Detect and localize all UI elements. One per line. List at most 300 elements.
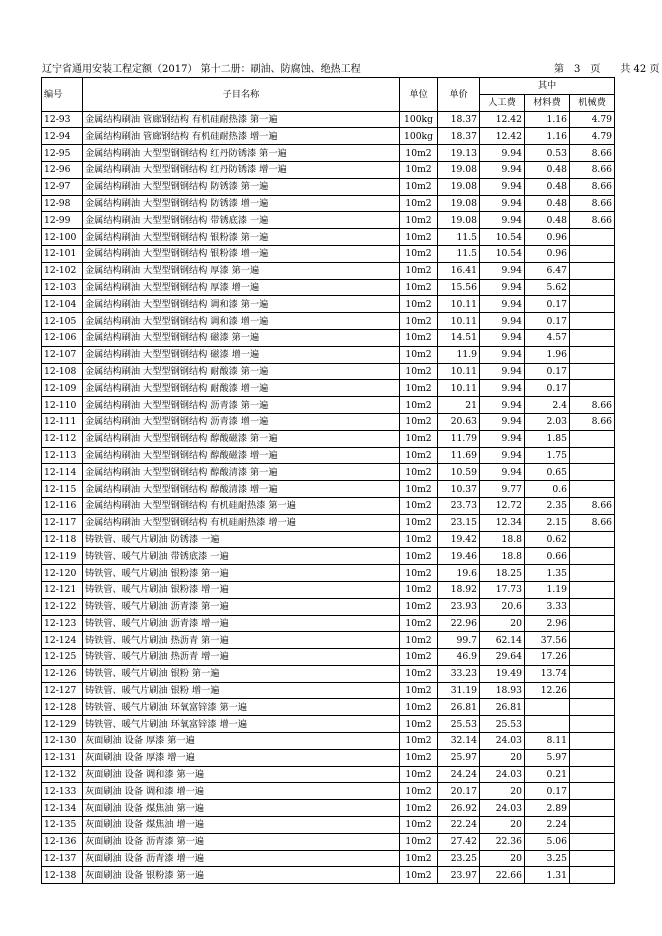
cell-material: 3.33: [525, 598, 570, 615]
cell-machine: [570, 313, 615, 330]
cell-price: 19.08: [438, 195, 480, 212]
table-row: [42, 178, 615, 195]
cell-code: 12-129: [42, 716, 83, 733]
cell-code: 12-105: [42, 313, 83, 330]
cell-machine: 8.66: [570, 178, 615, 195]
cell-price: 18.92: [438, 581, 480, 598]
cell-name: 金属结构刷油 大型型钢钢结构 醇酸清漆 增一遍: [83, 481, 400, 498]
header-unit: 单位: [400, 78, 438, 112]
cell-code: 12-118: [42, 531, 83, 548]
table-row: [42, 716, 615, 733]
cell-code: 12-121: [42, 581, 83, 598]
cell-name: 金属结构刷油 大型型钢钢结构 醇酸清漆 第一遍: [83, 464, 400, 481]
cell-unit: 10m2: [400, 262, 438, 279]
cell-name: 铸铁管、暖气片刷油 防锈漆 一遍: [83, 531, 400, 548]
cell-labor: 9.94: [480, 262, 525, 279]
cell-name: 灰面刷油 设备 调和漆 增一遍: [83, 783, 400, 800]
cell-unit: 10m2: [400, 346, 438, 363]
cell-unit: 10m2: [400, 229, 438, 246]
cell-machine: 8.66: [570, 145, 615, 162]
cell-machine: [570, 649, 615, 666]
table-row: [42, 296, 615, 313]
cell-labor: 22.66: [480, 867, 525, 884]
cell-name: 灰面刷油 设备 厚漆 第一遍: [83, 733, 400, 750]
cell-name: 金属结构刷油 大型型钢钢结构 调和漆 第一遍: [83, 296, 400, 313]
table-row: [42, 531, 615, 548]
cell-name: 金属结构刷油 大型型钢钢结构 防锈漆 第一遍: [83, 178, 400, 195]
cell-code: 12-104: [42, 296, 83, 313]
cell-labor: 9.94: [480, 329, 525, 346]
cell-material: 2.24: [525, 817, 570, 834]
cell-machine: [570, 749, 615, 766]
cell-machine: 8.66: [570, 514, 615, 531]
cell-material: 12.26: [525, 682, 570, 699]
cell-price: 25.53: [438, 716, 480, 733]
table-row: [42, 128, 615, 145]
cell-material: 0.17: [525, 296, 570, 313]
cell-price: 11.69: [438, 447, 480, 464]
cell-name: 金属结构刷油 大型型钢钢结构 厚漆 增一遍: [83, 279, 400, 296]
cell-material: 1.96: [525, 346, 570, 363]
cell-labor: 18.8: [480, 531, 525, 548]
cell-code: 12-127: [42, 682, 83, 699]
quota-table: [41, 77, 615, 884]
table-row: [42, 245, 615, 262]
cell-unit: 10m2: [400, 195, 438, 212]
cell-unit: 10m2: [400, 867, 438, 884]
table-row: [42, 111, 615, 128]
table-row: [42, 682, 615, 699]
page-header: [42, 63, 660, 76]
cell-unit: 10m2: [400, 699, 438, 716]
cell-name: 铸铁管、暖气片刷油 环氧富锌漆 增一遍: [83, 716, 400, 733]
table-row: [42, 581, 615, 598]
cell-labor: 62.14: [480, 632, 525, 649]
cell-labor: 9.94: [480, 447, 525, 464]
cell-name: 铸铁管、暖气片刷油 银粉漆 第一遍: [83, 565, 400, 582]
cell-name: 铸铁管、暖气片刷油 环氧富锌漆 第一遍: [83, 699, 400, 716]
cell-material: 0.17: [525, 313, 570, 330]
cell-labor: 24.03: [480, 766, 525, 783]
cell-name: 金属结构刷油 大型型钢钢结构 调和漆 增一遍: [83, 313, 400, 330]
cell-unit: 10m2: [400, 464, 438, 481]
cell-code: 12-122: [42, 598, 83, 615]
cell-name: 铸铁管、暖气片刷油 银粉 第一遍: [83, 665, 400, 682]
cell-code: 12-113: [42, 447, 83, 464]
cell-material: 1.16: [525, 128, 570, 145]
cell-code: 12-114: [42, 464, 83, 481]
cell-unit: 10m2: [400, 397, 438, 414]
cell-price: 11.79: [438, 430, 480, 447]
cell-unit: 10m2: [400, 682, 438, 699]
cell-unit: 10m2: [400, 447, 438, 464]
cell-price: 14.51: [438, 329, 480, 346]
cell-code: 12-125: [42, 649, 83, 666]
header-among: 其中: [480, 78, 615, 95]
table-row: [42, 329, 615, 346]
cell-labor: 18.25: [480, 565, 525, 582]
cell-labor: 20.6: [480, 598, 525, 615]
cell-price: 10.11: [438, 363, 480, 380]
table-row: [42, 833, 615, 850]
cell-material: 2.03: [525, 413, 570, 430]
cell-material: 0.62: [525, 531, 570, 548]
cell-price: 99.7: [438, 632, 480, 649]
cell-material: 2.4: [525, 397, 570, 414]
cell-labor: 17.73: [480, 581, 525, 598]
cell-unit: 10m2: [400, 279, 438, 296]
cell-name: 金属结构刷油 大型型钢钢结构 醇酸磁漆 第一遍: [83, 430, 400, 447]
cell-machine: [570, 380, 615, 397]
cell-machine: [570, 615, 615, 632]
cell-machine: [570, 363, 615, 380]
cell-name: 金属结构刷油 大型型钢钢结构 有机硅耐热漆 第一遍: [83, 497, 400, 514]
cell-material: 2.96: [525, 615, 570, 632]
cell-labor: 25.53: [480, 716, 525, 733]
cell-labor: 29.64: [480, 649, 525, 666]
cell-price: 46.9: [438, 649, 480, 666]
header-machine: 机械费: [570, 94, 615, 111]
table-row: [42, 665, 615, 682]
cell-labor: 9.94: [480, 296, 525, 313]
cell-machine: [570, 733, 615, 750]
cell-name: 铸铁管、暖气片刷油 银粉漆 增一遍: [83, 581, 400, 598]
cell-labor: 24.03: [480, 800, 525, 817]
cell-price: 18.37: [438, 128, 480, 145]
cell-code: 12-108: [42, 363, 83, 380]
cell-machine: 8.66: [570, 161, 615, 178]
cell-labor: 9.77: [480, 481, 525, 498]
cell-labor: 18.8: [480, 548, 525, 565]
cell-material: 0.48: [525, 161, 570, 178]
cell-price: 20.63: [438, 413, 480, 430]
cell-code: 12-116: [42, 497, 83, 514]
cell-price: 19.42: [438, 531, 480, 548]
table-row: [42, 766, 615, 783]
table-row: [42, 850, 615, 867]
table-row: [42, 161, 615, 178]
cell-price: 19.08: [438, 161, 480, 178]
cell-machine: [570, 565, 615, 582]
cell-machine: [570, 699, 615, 716]
cell-name: 灰面刷油 设备 煤焦油 增一遍: [83, 817, 400, 834]
cell-unit: 10m2: [400, 598, 438, 615]
cell-unit: 10m2: [400, 531, 438, 548]
cell-material: 0.48: [525, 195, 570, 212]
cell-labor: 9.94: [480, 430, 525, 447]
cell-price: 10.11: [438, 380, 480, 397]
cell-unit: 10m2: [400, 497, 438, 514]
table-row: [42, 279, 615, 296]
cell-price: 25.97: [438, 749, 480, 766]
cell-unit: 10m2: [400, 296, 438, 313]
header-code: 编号: [42, 78, 83, 112]
cell-machine: [570, 867, 615, 884]
cell-material: 17.26: [525, 649, 570, 666]
table-row: [42, 733, 615, 750]
cell-machine: [570, 598, 615, 615]
table-row: [42, 699, 615, 716]
cell-name: 金属结构刷油 大型型钢钢结构 红丹防锈漆 增一遍: [83, 161, 400, 178]
cell-name: 灰面刷油 设备 厚漆 增一遍: [83, 749, 400, 766]
cell-unit: 10m2: [400, 615, 438, 632]
cell-unit: 10m2: [400, 733, 438, 750]
cell-name: 铸铁管、暖气片刷油 沥青漆 第一遍: [83, 598, 400, 615]
cell-material: 0.48: [525, 178, 570, 195]
cell-price: 19.13: [438, 145, 480, 162]
cell-unit: 10m2: [400, 766, 438, 783]
cell-unit: 10m2: [400, 212, 438, 229]
table-row: [42, 346, 615, 363]
cell-price: 16.41: [438, 262, 480, 279]
cell-unit: 10m2: [400, 380, 438, 397]
cell-material: 5.62: [525, 279, 570, 296]
cell-labor: 20: [480, 783, 525, 800]
cell-labor: 9.94: [480, 363, 525, 380]
table-row: [42, 649, 615, 666]
cell-material: 3.25: [525, 850, 570, 867]
table-row: [42, 464, 615, 481]
cell-price: 23.93: [438, 598, 480, 615]
cell-code: 12-102: [42, 262, 83, 279]
cell-unit: 10m2: [400, 565, 438, 582]
cell-price: 27.42: [438, 833, 480, 850]
cell-code: 12-135: [42, 817, 83, 834]
cell-material: 6.47: [525, 262, 570, 279]
cell-code: 12-130: [42, 733, 83, 750]
cell-name: 灰面刷油 设备 银粉漆 第一遍: [83, 867, 400, 884]
cell-material: 0.65: [525, 464, 570, 481]
cell-material: 5.06: [525, 833, 570, 850]
cell-unit: 10m2: [400, 514, 438, 531]
cell-price: 11.9: [438, 346, 480, 363]
cell-price: 23.25: [438, 850, 480, 867]
cell-code: 12-97: [42, 178, 83, 195]
cell-name: 金属结构刷油 管廊钢结构 有机硅耐热漆 增一遍: [83, 128, 400, 145]
cell-code: 12-128: [42, 699, 83, 716]
cell-unit: 10m2: [400, 783, 438, 800]
cell-labor: 12.42: [480, 111, 525, 128]
cell-price: 26.92: [438, 800, 480, 817]
cell-name: 铸铁管、暖气片刷油 沥青漆 增一遍: [83, 615, 400, 632]
cell-price: 33.23: [438, 665, 480, 682]
cell-labor: 20: [480, 850, 525, 867]
cell-labor: 9.94: [480, 464, 525, 481]
cell-machine: [570, 783, 615, 800]
cell-unit: 10m2: [400, 548, 438, 565]
table-row: [42, 783, 615, 800]
cell-machine: 4.79: [570, 111, 615, 128]
table-row: [42, 497, 615, 514]
cell-unit: 10m2: [400, 749, 438, 766]
cell-name: 金属结构刷油 大型型钢钢结构 磁漆 第一遍: [83, 329, 400, 346]
cell-material: 37.56: [525, 632, 570, 649]
cell-labor: 20: [480, 817, 525, 834]
cell-name: 金属结构刷油 管廊钢结构 有机硅耐热漆 第一遍: [83, 111, 400, 128]
cell-price: 31.19: [438, 682, 480, 699]
cell-machine: [570, 229, 615, 246]
cell-code: 12-137: [42, 850, 83, 867]
header-labor: 人工费: [480, 94, 525, 111]
cell-code: 12-106: [42, 329, 83, 346]
cell-material: 13.74: [525, 665, 570, 682]
cell-name: 铸铁管、暖气片刷油 热沥青 第一遍: [83, 632, 400, 649]
cell-name: 灰面刷油 设备 沥青漆 增一遍: [83, 850, 400, 867]
cell-unit: 10m2: [400, 413, 438, 430]
cell-unit: 10m2: [400, 363, 438, 380]
cell-code: 12-133: [42, 783, 83, 800]
cell-unit: 10m2: [400, 850, 438, 867]
table-row: [42, 430, 615, 447]
table-row: [42, 817, 615, 834]
header-material: 材料费: [525, 94, 570, 111]
cell-unit: 10m2: [400, 178, 438, 195]
cell-material: [525, 699, 570, 716]
cell-name: 金属结构刷油 大型型钢钢结构 有机硅耐热漆 增一遍: [83, 514, 400, 531]
cell-labor: 9.94: [480, 397, 525, 414]
cell-code: 12-123: [42, 615, 83, 632]
table-row: [42, 212, 615, 229]
cell-code: 12-138: [42, 867, 83, 884]
cell-price: 10.59: [438, 464, 480, 481]
cell-labor: 20: [480, 615, 525, 632]
cell-unit: 10m2: [400, 817, 438, 834]
cell-labor: 9.94: [480, 195, 525, 212]
cell-machine: [570, 531, 615, 548]
cell-price: 24.24: [438, 766, 480, 783]
cell-machine: 8.66: [570, 413, 615, 430]
cell-code: 12-111: [42, 413, 83, 430]
cell-labor: 9.94: [480, 313, 525, 330]
table-row: [42, 380, 615, 397]
cell-name: 金属结构刷油 大型型钢钢结构 厚漆 第一遍: [83, 262, 400, 279]
cell-price: 19.46: [438, 548, 480, 565]
cell-unit: 10m2: [400, 145, 438, 162]
cell-material: 0.96: [525, 229, 570, 246]
cell-machine: [570, 346, 615, 363]
cell-price: 23.73: [438, 497, 480, 514]
cell-code: 12-100: [42, 229, 83, 246]
table-row: [42, 867, 615, 884]
header-price: 单价: [438, 78, 480, 112]
table-row: [42, 565, 615, 582]
cell-material: 0.66: [525, 548, 570, 565]
cell-price: 23.15: [438, 514, 480, 531]
cell-name: 金属结构刷油 大型型钢钢结构 耐酸漆 第一遍: [83, 363, 400, 380]
cell-machine: [570, 817, 615, 834]
cell-unit: 10m2: [400, 329, 438, 346]
cell-labor: 9.94: [480, 178, 525, 195]
cell-machine: [570, 279, 615, 296]
cell-material: 1.85: [525, 430, 570, 447]
cell-price: 23.97: [438, 867, 480, 884]
header-name: 子目名称: [83, 78, 400, 112]
cell-code: 12-107: [42, 346, 83, 363]
cell-price: 21: [438, 397, 480, 414]
cell-material: 1.19: [525, 581, 570, 598]
cell-labor: 9.94: [480, 161, 525, 178]
table-row: [42, 598, 615, 615]
cell-name: 铸铁管、暖气片刷油 热沥青 增一遍: [83, 649, 400, 666]
cell-code: 12-126: [42, 665, 83, 682]
cell-code: 12-99: [42, 212, 83, 229]
cell-labor: 19.49: [480, 665, 525, 682]
table-body: [42, 111, 615, 884]
cell-material: 0.48: [525, 212, 570, 229]
cell-material: [525, 716, 570, 733]
cell-code: 12-131: [42, 749, 83, 766]
cell-price: 20.17: [438, 783, 480, 800]
cell-price: 10.11: [438, 313, 480, 330]
cell-unit: 10m2: [400, 833, 438, 850]
cell-machine: [570, 447, 615, 464]
cell-name: 金属结构刷油 大型型钢钢结构 磁漆 增一遍: [83, 346, 400, 363]
cell-material: 0.6: [525, 481, 570, 498]
cell-material: 1.35: [525, 565, 570, 582]
table-row: [42, 632, 615, 649]
cell-unit: 10m2: [400, 632, 438, 649]
cell-material: 0.53: [525, 145, 570, 162]
cell-machine: [570, 716, 615, 733]
cell-price: 10.11: [438, 296, 480, 313]
cell-labor: 24.03: [480, 733, 525, 750]
cell-material: 0.17: [525, 363, 570, 380]
cell-code: 12-103: [42, 279, 83, 296]
cell-code: 12-94: [42, 128, 83, 145]
cell-machine: [570, 296, 615, 313]
cell-price: 22.24: [438, 817, 480, 834]
cell-machine: 8.66: [570, 397, 615, 414]
cell-labor: 18.93: [480, 682, 525, 699]
cell-unit: 10m2: [400, 481, 438, 498]
cell-labor: 12.72: [480, 497, 525, 514]
page-indicator: 第 3 页 共 42 页: [554, 64, 660, 75]
cell-unit: 100kg: [400, 128, 438, 145]
cell-name: 灰面刷油 设备 煤焦油 第一遍: [83, 800, 400, 817]
cell-machine: [570, 800, 615, 817]
cell-labor: 22.36: [480, 833, 525, 850]
cell-machine: [570, 833, 615, 850]
cell-code: 12-124: [42, 632, 83, 649]
cell-material: 4.57: [525, 329, 570, 346]
cell-unit: 10m2: [400, 161, 438, 178]
cell-labor: 20: [480, 749, 525, 766]
cell-machine: 8.66: [570, 212, 615, 229]
cell-code: 12-110: [42, 397, 83, 414]
cell-material: 8.11: [525, 733, 570, 750]
cell-machine: [570, 464, 615, 481]
cell-labor: 26.81: [480, 699, 525, 716]
cell-price: 10.37: [438, 481, 480, 498]
cell-material: 2.35: [525, 497, 570, 514]
table-row: [42, 145, 615, 162]
cell-labor: 9.94: [480, 279, 525, 296]
cell-code: 12-109: [42, 380, 83, 397]
cell-name: 灰面刷油 设备 沥青漆 第一遍: [83, 833, 400, 850]
cell-name: 铸铁管、暖气片刷油 带锈底漆 一遍: [83, 548, 400, 565]
cell-machine: [570, 682, 615, 699]
cell-name: 金属结构刷油 大型型钢钢结构 红丹防锈漆 第一遍: [83, 145, 400, 162]
cell-name: 灰面刷油 设备 调和漆 第一遍: [83, 766, 400, 783]
cell-code: 12-101: [42, 245, 83, 262]
table-row: [42, 363, 615, 380]
cell-code: 12-136: [42, 833, 83, 850]
cell-unit: 10m2: [400, 649, 438, 666]
cell-name: 金属结构刷油 大型型钢钢结构 醇酸磁漆 增一遍: [83, 447, 400, 464]
cell-unit: 10m2: [400, 716, 438, 733]
cell-name: 铸铁管、暖气片刷油 银粉 增一遍: [83, 682, 400, 699]
cell-material: 2.15: [525, 514, 570, 531]
